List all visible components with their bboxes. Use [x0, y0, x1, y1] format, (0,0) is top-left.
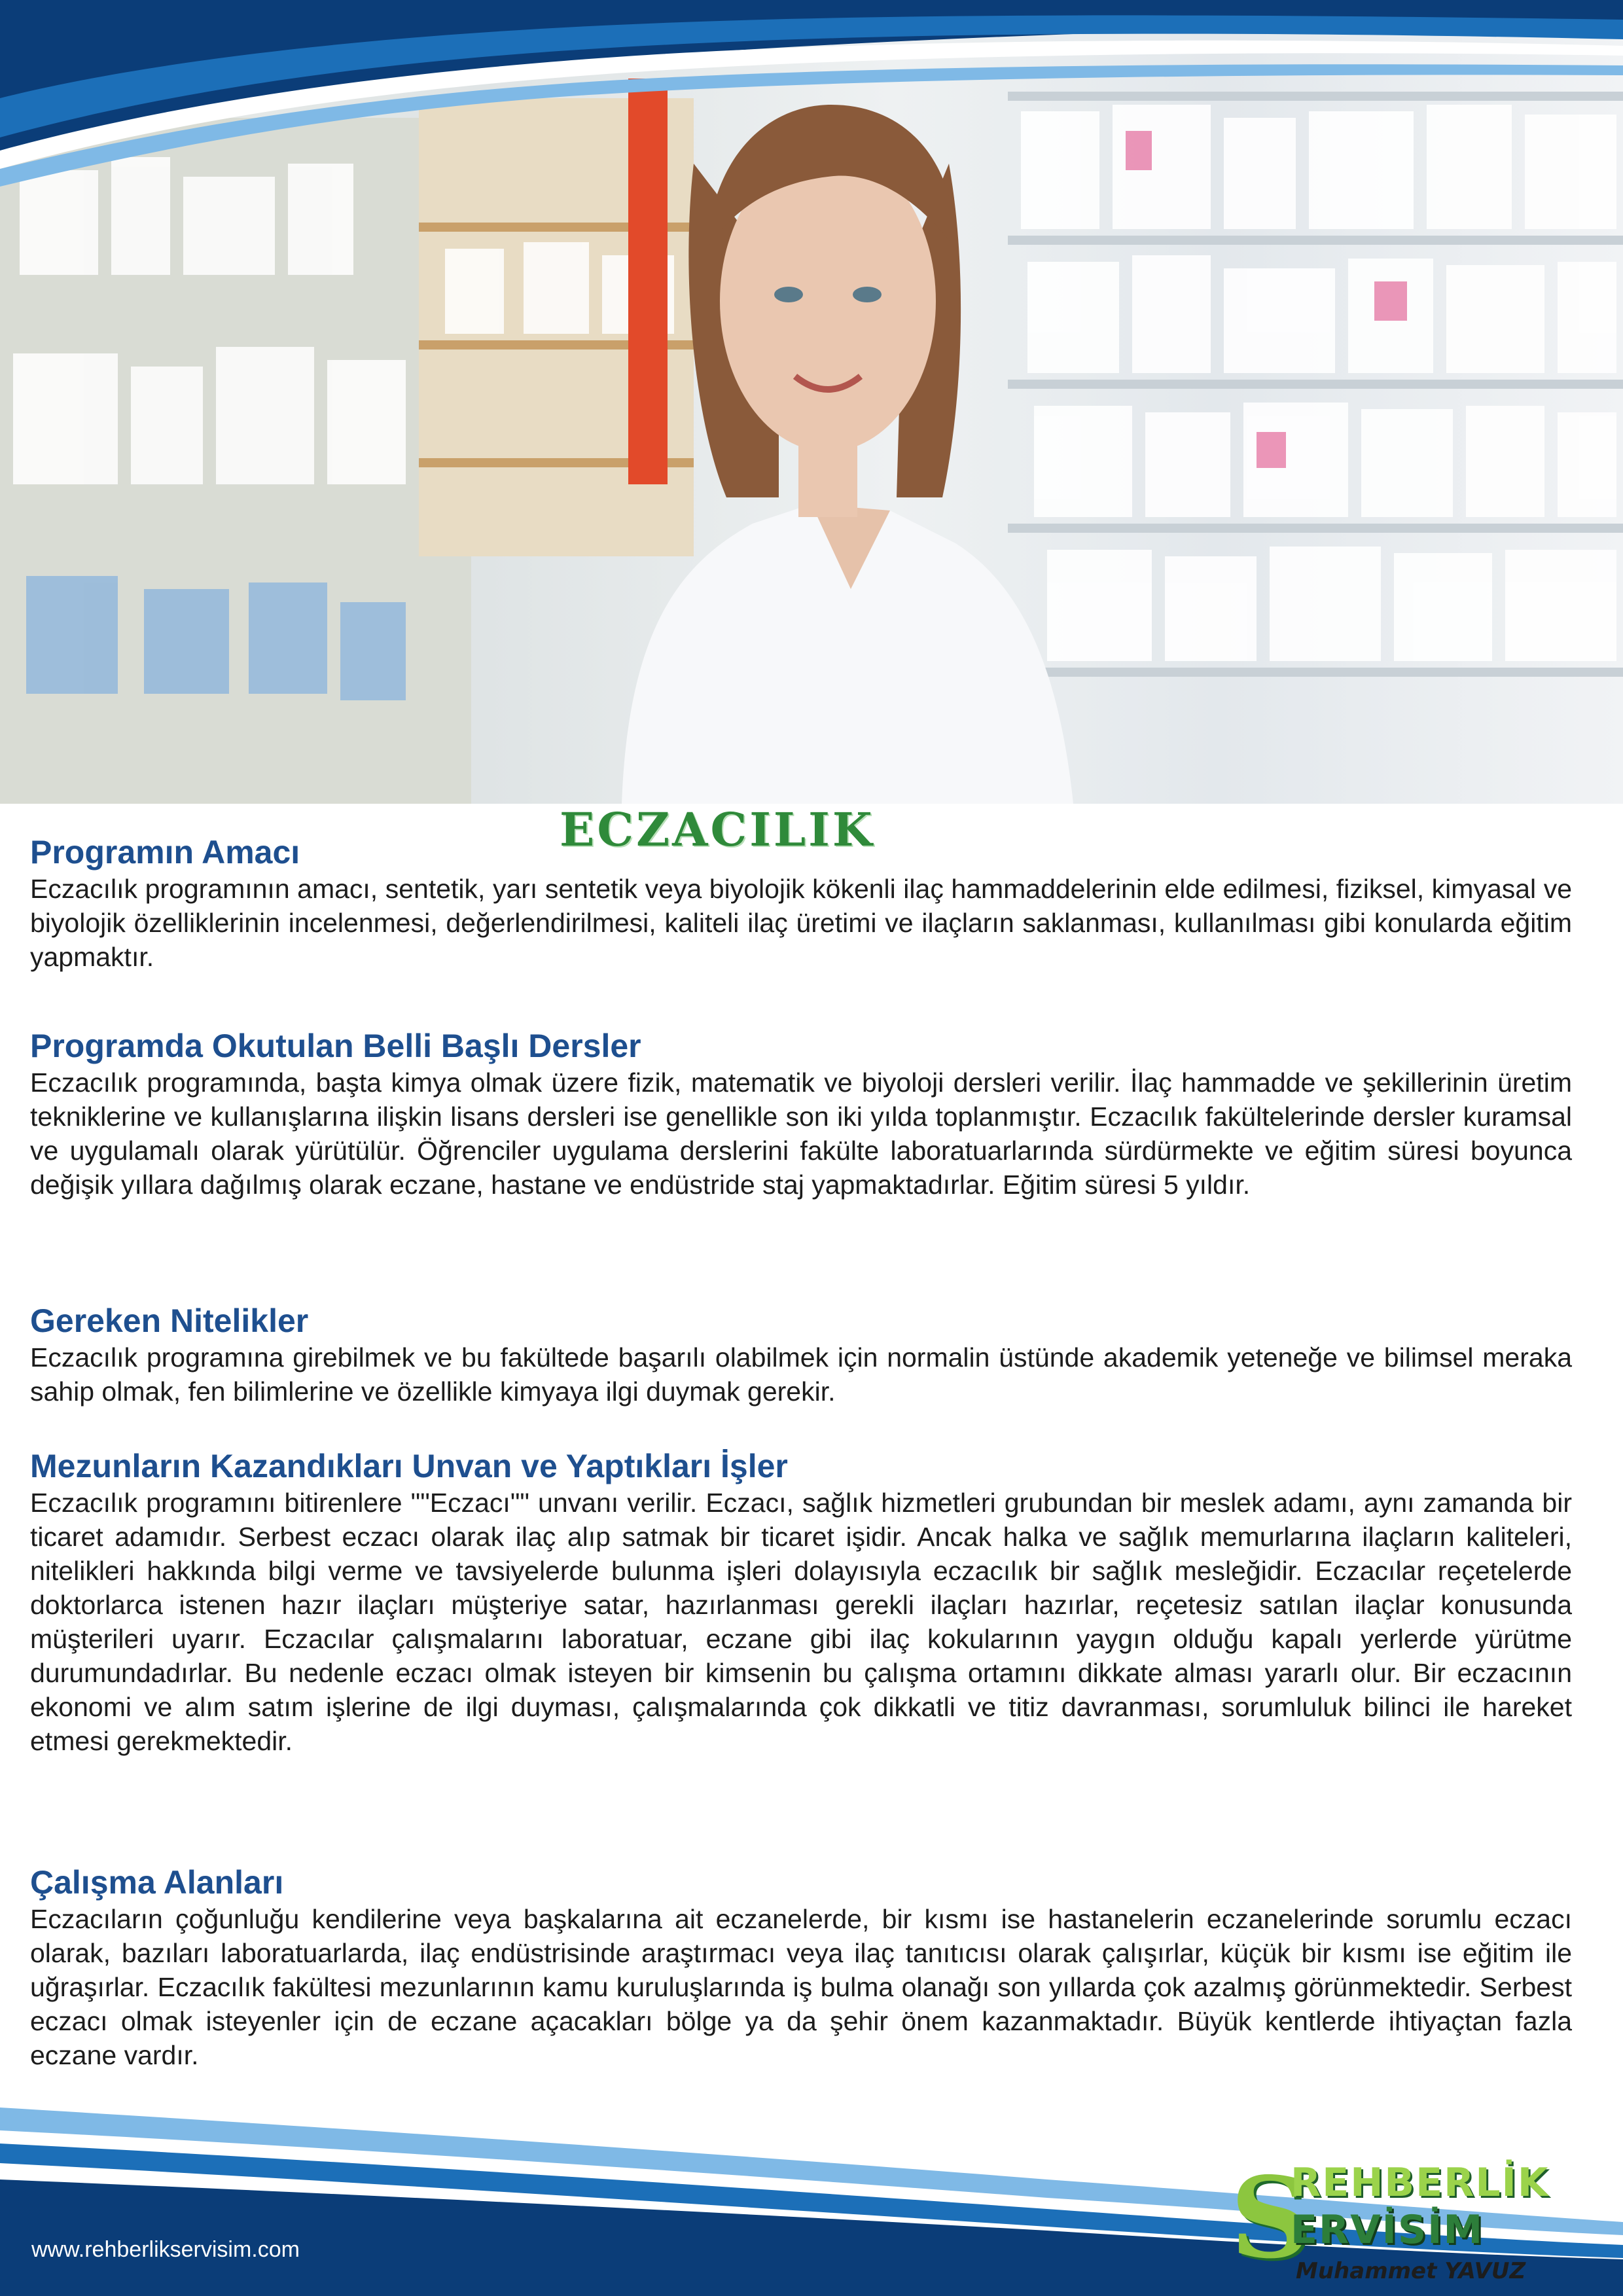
section-graduate-titles — [30, 1446, 1572, 1758]
photo-illustration — [0, 0, 1623, 804]
section-heading: Programın Amacı — [30, 834, 300, 870]
logo-line1: REHBERLİK — [1291, 2160, 1550, 2206]
page-title: ECZACILIK — [560, 802, 875, 857]
footer-url[interactable]: www.rehberlikservisim.com — [31, 2237, 300, 2262]
section-body: Eczacılık programının amacı, sentetik, yarı sentetik veya biyolojik kökenli ilaç hammaddelerinin elde edilmesi, fiziksel, kimyasal ve biyolojik özelliklerinin incelenmesi, değerlendirilmesi, kaliteli ilaç üretimi ve ilaçların saklanması, kullanılması gibi konularda eğitim yapmaktır. — [30, 874, 1572, 972]
section-heading: Programda Okutulan Belli Başlı Dersler — [30, 1028, 641, 1064]
section-heading: Gereken Nitelikler — [30, 1302, 309, 1339]
logo-line2: ERVİSİM — [1291, 2207, 1484, 2253]
logo-letter: S — [1230, 2153, 1311, 2284]
section-program-purpose — [30, 833, 1572, 974]
section-body: Eczacıların çoğunluğu kendilerine veya başkalarına ait eczanelerde, bir kısmı ise hastanelerin eczanelerinde sorumlu eczacı olarak, bazıları laboratuarlarda, ilaç endüstrisinde araştırmacı veya ilaç tanıtıcısı olarak çalışırlar, küçük bir kısmı ise eğitim ile uğraşırlar. Eczacılık fakültesi mezunlarının kamu kuruluşlarında iş bulma olanağı son yıllarda çok azalmış görünmektedir. Serbest eczacı olmak isteyenler için de eczane açacakları bölge ya da şehir önem kazanmaktadır. Büyük kentlerde ihtiyaçtan fazla eczane vardır. — [30, 1904, 1572, 2070]
section-heading: Mezunların Kazandıkları Unvan ve Yaptıkları İşler — [30, 1448, 788, 1484]
logo-author: Muhammet YAVUZ — [1296, 2258, 1526, 2284]
section-heading: Çalışma Alanları — [30, 1864, 284, 1901]
section-qualifications — [30, 1301, 1572, 1408]
section-body: Eczacılık programına girebilmek ve bu fakültede başarılı olabilmek için normalin üstünde akademik yeteneğe ve bilimsel meraka sahip olmak, fen bilimlerine ve özellikle kimyaya ilgi duymak gerekir. — [30, 1342, 1572, 1407]
pharmacist-photo — [0, 0, 1623, 804]
section-main-courses — [30, 1026, 1572, 1202]
section-body: Eczacılık programını bitirenlere ""Eczacı"" unvanı verilir. Eczacı, sağlık hizmetleri grubundan bir meslek adamı, aynı zamanda bir ticaret adamıdır. Serbest eczacı olarak ilaç alıp satmak bir ticaret işidir. Ancak halka ve sağlık memurlarına ilaçların kaliteleri, nitelikleri hakkında bilgi verme ve tavsiyelerde bulunma işleri dolayısıyla eczacılık bir sağlık mesleğidir. Eczacılar reçetelerde doktorlarca istenen hazır ilaçları müşteriye satar, hazırlanması gerekli ilaçları hazırlar, reçetesiz satılan ilaçlar konusunda müşterileri uyarır. Eczacılar çalışmalarını laboratuar, eczane gibi ilaç kokularının yaygın olduğu kapalı yerlerde yürütme durumundadırlar. Bu nedenle eczacı olmak isteyen bir kimsenin bu çalışma ortamını dikkate alması yararlı olur. Bir eczacının ekonomi ve alım satım işlerine de ilgi duyması, çalışmalarında çok dikkatli ve titiz davranması, sorumluluk bilinci ile hareket etmesi gerekmektedir. — [30, 1488, 1572, 1756]
section-work-areas — [30, 1863, 1572, 2072]
section-body: Eczacılık programında, başta kimya olmak üzere fizik, matematik ve biyoloji dersleri verilir. İlaç hammadde ve şekillerinin üretim tekniklerine ve kullanışlarına ilişkin lisans dersleri ise genellikle son iki yılda toplanmıştır. Eczacılık fakültelerinde dersler kuramsal ve uygulamalı olarak yürütülür. Öğrenciler uygulama derslerini fakülte laboratuarlarında sürdürmekte ve eğitim süresi boyunca değişik yıllara dağılmış olarak eczane, hastane ve endüstride staj yapmaktadırlar. Eğitim süresi 5 yıldır. — [30, 1067, 1572, 1200]
rehberlik-logo — [1230, 2153, 1550, 2291]
